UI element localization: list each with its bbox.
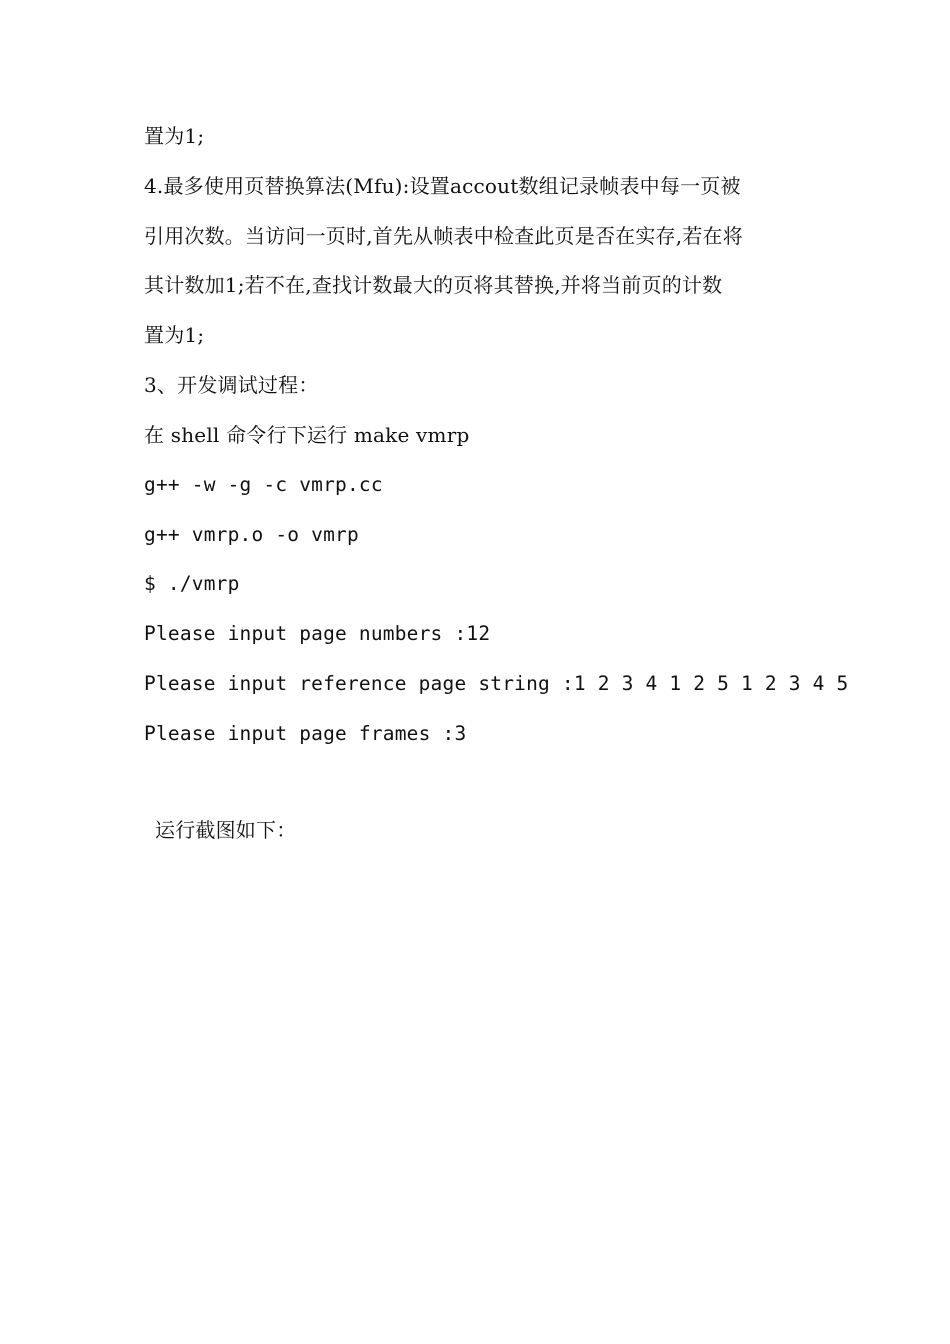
paragraph-line: 置为1; xyxy=(144,124,205,148)
paragraph-line: 引用次数。当访问一页时,首先从帧表中检查此页是否在实存,若在将 xyxy=(144,224,743,248)
command-line: g++ vmrp.o -o vmrp xyxy=(144,523,359,546)
paragraph-line: 其计数加1;若不在,查找计数最大的页将其替换,并将当前页的计数 xyxy=(144,273,723,297)
program-prompt-line: Please input page frames :3 xyxy=(144,722,467,745)
program-prompt-line: Please input reference page string :1 2 3 4 1 2 5 1 2 3 4 5 xyxy=(144,672,849,695)
command-line: $ ./vmrp xyxy=(144,572,240,595)
program-prompt-line: Please input page numbers :12 xyxy=(144,622,491,645)
paragraph-line: 置为1; xyxy=(144,323,205,347)
screenshot-caption: 运行截图如下： xyxy=(155,818,297,842)
section-heading: 3、开发调试过程： xyxy=(144,373,319,397)
mfu-algorithm-line: 4.最多使用页替换算法(Mfu):设置accout数组记录帧表中每一页被 xyxy=(144,174,741,198)
command-line: g++ -w -g -c vmrp.cc xyxy=(144,473,383,496)
instruction-line: 在 shell 命令行下运行 make vmrp xyxy=(144,423,470,447)
